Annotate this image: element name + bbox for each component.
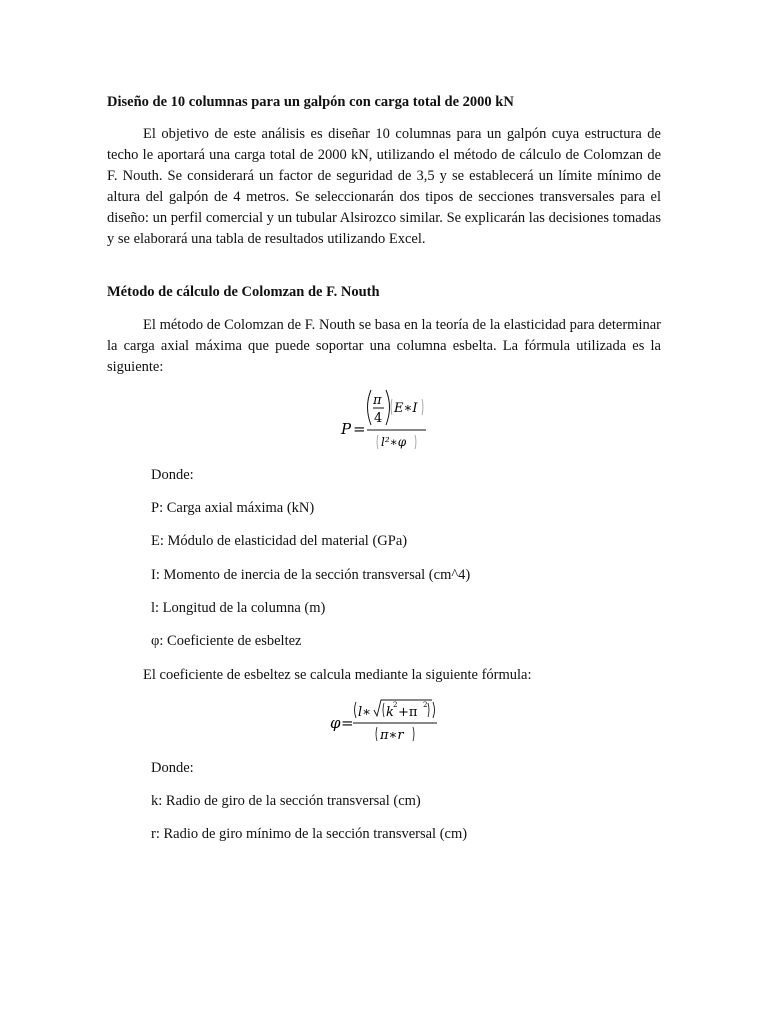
section-heading-design: Diseño de 10 columnas para un galpón con carga total de 2000 kN	[107, 94, 514, 110]
definitions-intro: Donde:	[151, 467, 194, 483]
definition-l: l: Longitud de la columna (m)	[151, 600, 326, 616]
definition-i: I: Momento de inercia de la sección transversal (cm^4)	[151, 567, 471, 583]
definition-k: k: Radio de giro de la sección transversal (cm)	[151, 793, 421, 809]
formula-denominator: l²∗φ	[381, 435, 407, 449]
formula2-denominator: π∗r	[380, 728, 404, 743]
formula2-plus-pi: +π	[398, 705, 418, 720]
definition-p: P: Carga axial máxima (kN)	[151, 500, 315, 516]
definitions2-intro: Donde:	[151, 760, 194, 776]
formula2-k: k	[386, 705, 394, 720]
intro-paragraph: El objetivo de este análisis es diseñar 10 columnas para un galpón cuya estructura de techo le aportará una carga total de 2000 kN, utilizando el método de cálculo de Colomzan de F. Nouth. Se considerará un factor de seguridad de 3,5 y se establecerá un límite mínimo de altura del galpón de 4 metros. Se seleccionarán dos tipos de secciones transversales para el diseño: un perfil comercial y un tubular Alsirozco similar. Se explicarán las decisiones tomadas y se elaborará una tabla de resultados utilizando Excel.	[107, 126, 661, 247]
load-formula	[338, 385, 438, 455]
definition-r: r: Radio de giro mínimo de la sección transversal (cm)	[151, 826, 468, 842]
slenderness-formula	[328, 698, 440, 746]
formula2-pi-exp: 2	[423, 701, 428, 709]
formula2-lhs-phi: φ	[330, 714, 341, 732]
section-heading-method: Método de cálculo de Colomzan de F. Nouth	[107, 284, 380, 300]
formula-pi: π	[373, 393, 382, 408]
formula2-k-exp: 2	[393, 701, 398, 709]
formula-ei: E∗I	[394, 401, 418, 416]
formula2-l: l∗	[358, 705, 371, 720]
definition-phi: φ: Coeficiente de esbeltez	[151, 633, 302, 649]
formula2-equals: =	[341, 714, 354, 732]
definition-e: E: Módulo de elasticidad del material (GPa)	[151, 533, 408, 549]
slenderness-intro: El coeficiente de esbeltez se calcula mediante la siguiente fórmula:	[143, 667, 532, 683]
method-paragraph: El método de Colomzan de F. Nouth se basa en la teoría de la elasticidad para determinar la carga axial máxima que puede soportar una columna esbelta. La fórmula utilizada es la siguiente:	[107, 317, 661, 375]
formula-equals: =	[353, 420, 366, 438]
formula-lhs-p: P	[341, 420, 352, 438]
formula-four: 4	[374, 411, 383, 426]
